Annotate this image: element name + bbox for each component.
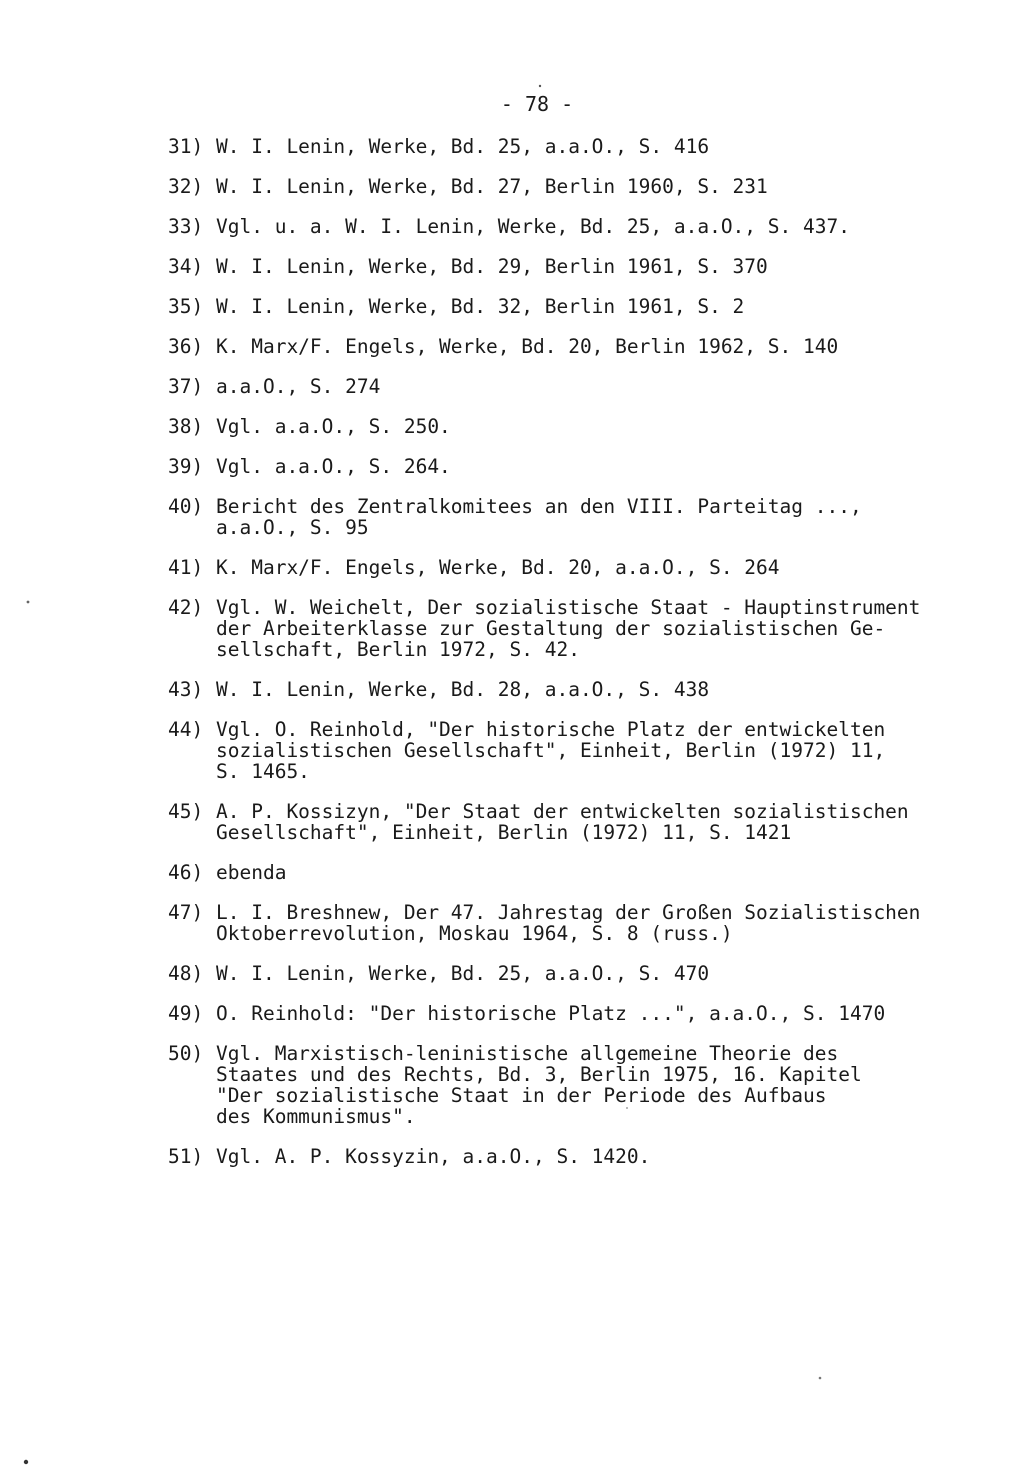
- footnote-text: [216, 597, 968, 660]
- footnote-number: 40): [168, 495, 204, 518]
- footnote-item: [168, 963, 968, 984]
- footnote-line: O. Reinhold: "Der historische Platz ...", a.a.O., S. 1470: [216, 1002, 886, 1025]
- footnote-item: [168, 597, 968, 660]
- footnote-line: des Kommunismus".: [216, 1105, 416, 1128]
- footnote-list: [168, 136, 968, 1186]
- footnote-text: [216, 963, 968, 984]
- scan-speck: [539, 85, 541, 87]
- footnote-text: [216, 679, 968, 700]
- footnote-number: 37): [168, 375, 204, 398]
- page-number: - 78 -: [500, 92, 574, 116]
- footnote-number: 44): [168, 718, 204, 741]
- footnote-line: Vgl. a.a.O., S. 250.: [216, 415, 451, 438]
- footnote-number: 51): [168, 1145, 204, 1168]
- scan-speck: [24, 1460, 28, 1464]
- footnote-number: 36): [168, 335, 204, 358]
- footnote-item: [168, 136, 968, 157]
- footnote-item: [168, 801, 968, 843]
- footnote-number: 49): [168, 1002, 204, 1025]
- footnote-number: 43): [168, 678, 204, 701]
- footnote-line: Vgl. u. a. W. I. Lenin, Werke, Bd. 25, a.a.O., S. 437.: [216, 215, 850, 238]
- footnote-text: [216, 902, 968, 944]
- footnote-line: W. I. Lenin, Werke, Bd. 32, Berlin 1961, S. 2: [216, 295, 745, 318]
- footnote-line: A. P. Kossizyn, "Der Staat der entwickelten sozialistischen: [216, 800, 909, 823]
- footnote-line: Vgl. Marxistisch-leninistische allgemeine Theorie des: [216, 1042, 839, 1065]
- footnote-number: 33): [168, 215, 204, 238]
- footnote-line: K. Marx/F. Engels, Werke, Bd. 20, Berlin 1962, S. 140: [216, 335, 839, 358]
- footnote-number: 41): [168, 556, 204, 579]
- footnote-text: [216, 336, 968, 357]
- footnote-item: [168, 216, 968, 237]
- footnote-text: [216, 136, 968, 157]
- scan-speck: [819, 1377, 822, 1380]
- footnote-text: [216, 296, 968, 317]
- footnote-line: L. I. Breshnew, Der 47. Jahrestag der Großen Sozialistischen: [216, 901, 921, 924]
- footnote-number: 32): [168, 175, 204, 198]
- footnote-line: Vgl. W. Weichelt, Der sozialistische Staat - Hauptinstrument: [216, 596, 921, 619]
- footnote-text: [216, 1003, 968, 1024]
- footnote-text: [216, 416, 968, 437]
- footnote-line: sellschaft, Berlin 1972, S. 42.: [216, 638, 580, 661]
- footnote-number: 47): [168, 901, 204, 924]
- footnote-text: [216, 557, 968, 578]
- footnote-item: [168, 176, 968, 197]
- footnote-item: [168, 719, 968, 782]
- footnote-text: [216, 456, 968, 477]
- footnote-item: [168, 862, 968, 883]
- footnote-item: [168, 679, 968, 700]
- footnote-text: [216, 719, 968, 782]
- footnote-number: 48): [168, 962, 204, 985]
- footnote-text: [216, 801, 968, 843]
- footnote-line: a.a.O., S. 274: [216, 375, 381, 398]
- footnote-number: 39): [168, 455, 204, 478]
- footnote-item: [168, 1146, 968, 1167]
- footnote-item: [168, 296, 968, 317]
- footnote-item: [168, 416, 968, 437]
- footnote-text: [216, 176, 968, 197]
- footnote-item: [168, 557, 968, 578]
- scan-speck: [27, 601, 30, 604]
- footnote-line: Staates und des Rechts, Bd. 3, Berlin 1975, 16. Kapitel: [216, 1063, 862, 1086]
- footnote-line: Vgl. a.a.O., S. 264.: [216, 455, 451, 478]
- footnote-text: [216, 1146, 968, 1167]
- footnote-line: Bericht des Zentralkomitees an den VIII. Parteitag ...,: [216, 495, 862, 518]
- footnote-line: S. 1465.: [216, 760, 310, 783]
- footnote-item: [168, 1003, 968, 1024]
- footnote-number: 42): [168, 596, 204, 619]
- footnote-item: [168, 376, 968, 397]
- footnote-line: a.a.O., S. 95: [216, 516, 369, 539]
- footnote-item: [168, 496, 968, 538]
- footnote-number: 50): [168, 1042, 204, 1065]
- footnote-line: Oktoberrevolution, Moskau 1964, S. 8 (russ.): [216, 922, 733, 945]
- footnote-line: Gesellschaft", Einheit, Berlin (1972) 11, S. 1421: [216, 821, 792, 844]
- footnote-text: [216, 376, 968, 397]
- footnote-line: "Der sozialistische Staat in der Periode des Aufbaus: [216, 1084, 827, 1107]
- footnote-line: W. I. Lenin, Werke, Bd. 25, a.a.O., S. 416: [216, 135, 710, 158]
- footnote-line: W. I. Lenin, Werke, Bd. 29, Berlin 1961, S. 370: [216, 255, 768, 278]
- footnote-text: [216, 496, 968, 538]
- footnote-line: Vgl. A. P. Kossyzin, a.a.O., S. 1420.: [216, 1145, 651, 1168]
- footnote-number: 46): [168, 861, 204, 884]
- footnote-text: [216, 862, 968, 883]
- footnote-item: [168, 902, 968, 944]
- footnote-number: 34): [168, 255, 204, 278]
- footnote-line: W. I. Lenin, Werke, Bd. 25, a.a.O., S. 470: [216, 962, 710, 985]
- footnote-line: der Arbeiterklasse zur Gestaltung der sozialistischen Ge-: [216, 617, 886, 640]
- footnote-number: 45): [168, 800, 204, 823]
- footnote-line: K. Marx/F. Engels, Werke, Bd. 20, a.a.O., S. 264: [216, 556, 780, 579]
- footnote-line: sozialistischen Gesellschaft", Einheit, Berlin (1972) 11,: [216, 739, 886, 762]
- footnote-item: [168, 456, 968, 477]
- footnote-item: [168, 256, 968, 277]
- footnote-line: ebenda: [216, 861, 287, 884]
- footnote-line: W. I. Lenin, Werke, Bd. 27, Berlin 1960, S. 231: [216, 175, 768, 198]
- footnote-item: [168, 1043, 968, 1127]
- footnote-line: W. I. Lenin, Werke, Bd. 28, a.a.O., S. 438: [216, 678, 710, 701]
- footnote-text: [216, 256, 968, 277]
- footnote-text: [216, 1043, 968, 1127]
- footnote-text: [216, 216, 968, 237]
- footnote-line: Vgl. O. Reinhold, "Der historische Platz der entwickelten: [216, 718, 886, 741]
- footnote-item: [168, 336, 968, 357]
- footnote-number: 31): [168, 135, 204, 158]
- footnote-number: 38): [168, 415, 204, 438]
- footnote-number: 35): [168, 295, 204, 318]
